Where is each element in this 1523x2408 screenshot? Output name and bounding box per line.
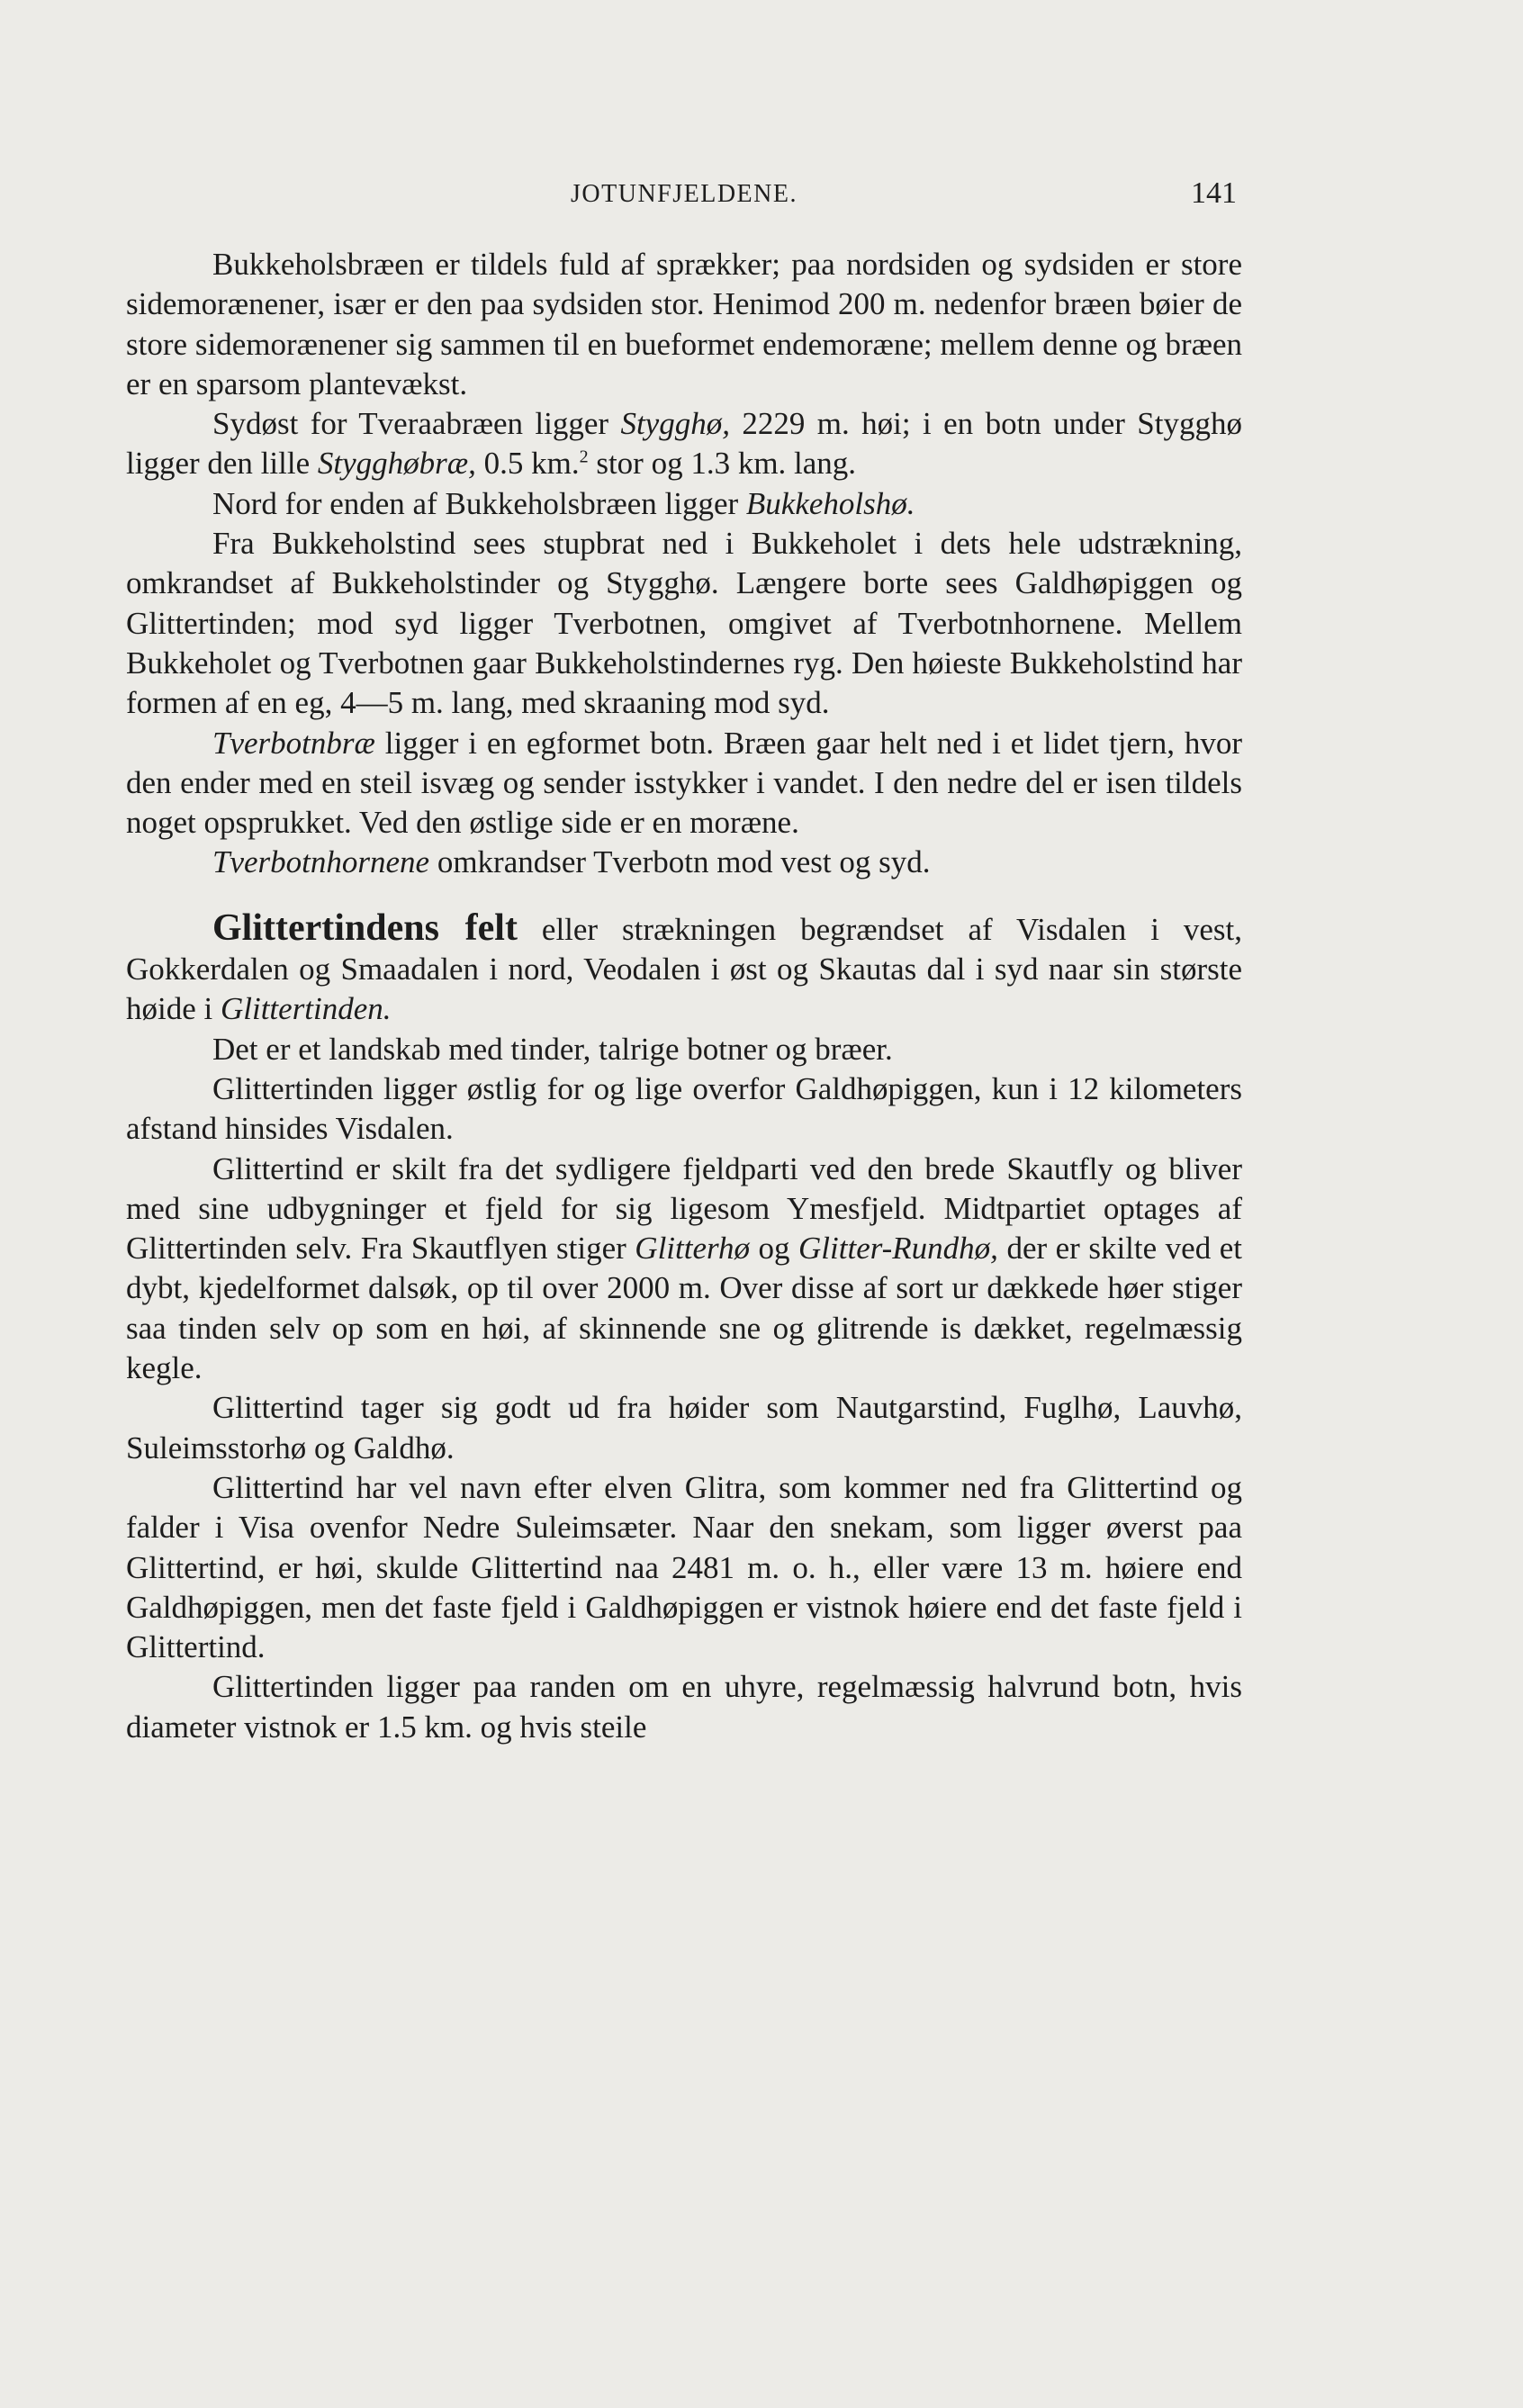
place-name: Bukkeholshø. bbox=[745, 485, 915, 521]
place-name: Glitter-Rundhø, bbox=[798, 1231, 998, 1267]
paragraph-text: Nord for enden af Bukkeholsbræen ligger bbox=[212, 485, 746, 521]
place-name: Tverbotnhornene bbox=[212, 844, 430, 880]
paragraph-bukkeholstind bbox=[126, 524, 1242, 723]
paragraph-glittertind-tager bbox=[126, 1388, 1242, 1468]
place-name: Tverbotnbræ bbox=[212, 725, 375, 761]
paragraph-glittertind-skilt bbox=[126, 1150, 1242, 1389]
paragraph-glittertind-navn bbox=[126, 1468, 1242, 1667]
paragraph-text: ligger i en egformet botn. Bræen gaar helt ned i et lidet tjern, hvor den ender med en steil isvæg og sender isstykker i vandet. I den nedre del er isen tildels noget opsprukket. Ved den østlige side er en moræne. bbox=[126, 725, 1242, 841]
paragraph-text: Glittertinden ligger østlig for og lige overfor Galdhøpiggen, kun i 12 kilometers afstand hinsides Visdalen. bbox=[126, 1070, 1242, 1147]
page-header bbox=[126, 176, 1242, 221]
paragraph-text: Glittertind har vel navn efter elven Glitra, som kommer ned fra Glittertind og falder i Visa ovenfor Nedre Suleimsæter. Naar den snekam, som ligger øverst paa Glittertind, er høi, skulde Glittertind naa 2481 m. o. h., eller være 13 m. høiere end Galdhøpiggen, men det faste fjeld i Galdhøpiggen er vistnok høiere end det faste fjeld i Glittertind. bbox=[126, 1469, 1242, 1665]
paragraph-bukkeholsbraeen bbox=[126, 245, 1242, 404]
place-name: Stygghøbræ, bbox=[317, 446, 476, 482]
paragraph-text: 0.5 km. bbox=[475, 446, 580, 482]
paragraph-text: omkrandser Tverbotn mod vest og syd. bbox=[429, 844, 931, 880]
superscript: 2 bbox=[579, 446, 589, 467]
paragraph-text: Bukkeholsbræen er tildels fuld af sprækker; paa nordsiden og sydsiden er store sidemorænener, især er den paa sydsiden stor. Henimod 200 m. nedenfor bræen bøier de store sidemorænener sig sammen til en bueformet endemoræne; mellem denne og bræen er en sparsom plantevækst. bbox=[126, 247, 1242, 401]
paragraph-text: stor og 1.3 km. lang. bbox=[588, 446, 857, 482]
paragraph-landskab bbox=[126, 1030, 1242, 1069]
paragraph-text: Glittertinden ligger paa randen om en uhyre, regelmæssig halvrund botn, hvis diameter vistnok er 1.5 km. og hvis steile bbox=[126, 1669, 1242, 1745]
paragraph-text: Det er et landskab med tinder, talrige botner og bræer. bbox=[212, 1031, 893, 1067]
running-title: JOTUNFJELDENE. bbox=[571, 180, 798, 208]
paragraph-bukkeholsho bbox=[126, 484, 1242, 524]
section-lead: Glittertindens felt bbox=[212, 906, 518, 949]
paragraph-text: eller strækningen begrændset af Visdalen i vest, Gokkerdalen og Smaadalen i nord, Veodalen i øst og Skautas dal i syd naar sin største høide i bbox=[126, 911, 1242, 1027]
paragraph-text: Glittertind tager sig godt ud fra høider som Nautgarstind, Fuglhø, Lauvhø, Suleimsstorhø og Galdhø. bbox=[126, 1390, 1242, 1466]
paragraph-glittertinden-randen bbox=[126, 1667, 1242, 1747]
paragraph-glittertinden-ligger bbox=[126, 1069, 1242, 1150]
paragraph-styggho bbox=[126, 404, 1242, 484]
paragraph-text: Glittertind er skilt fra det sydligere fjeldparti ved den brede Skautfly og bliver med sine udbygninger et fjeld for sig ligesom Ymesfjeld. Midtpartiet optages af Glittertinden selv. Fra Skautflyen stiger bbox=[126, 1150, 1242, 1267]
paragraph-text: der er skilte ved et dybt, kjedelformet dalsøk, op til over 2000 m. Over disse af sort ur dækkede høer stiger saa tinden selv op som en høi, af skinnende sne og glitrende is dækket, regelmæssig kegle. bbox=[126, 1231, 1242, 1386]
paragraph-text: Sydøst for Tveraabræen ligger bbox=[212, 406, 621, 442]
paragraph-tverbotnhornene bbox=[126, 843, 1242, 882]
place-name: Glittertinden. bbox=[220, 991, 392, 1027]
paragraph-glittertindens-felt bbox=[126, 908, 1242, 1030]
paragraph-text: og bbox=[750, 1231, 799, 1267]
paragraph-text: 2229 m. høi; i en botn under Stygghø ligger den lille bbox=[126, 406, 1242, 482]
paragraph-tverbotnbrae bbox=[126, 724, 1242, 843]
place-name: Glitterhø bbox=[635, 1231, 750, 1267]
body-text bbox=[126, 245, 1242, 1747]
page-number: 141 bbox=[1191, 176, 1237, 210]
paragraph-text: Fra Bukkeholstind sees stupbrat ned i Bukkeholet i dets hele udstrækning, omkrandset af Bukkeholstinder og Stygghø. Længere borte sees Galdhøpiggen og Glittertinden; mod syd ligger Tverbotnen, omgivet af Tverbotnhornene. Mellem Bukkeholet og Tverbotnen gaar Bukkeholstindernes ryg. Den høieste Bukkeholstind har formen af en eg, 4—5 m. lang, med skraaning mod syd. bbox=[126, 526, 1242, 721]
place-name: Stygghø, bbox=[620, 406, 730, 442]
